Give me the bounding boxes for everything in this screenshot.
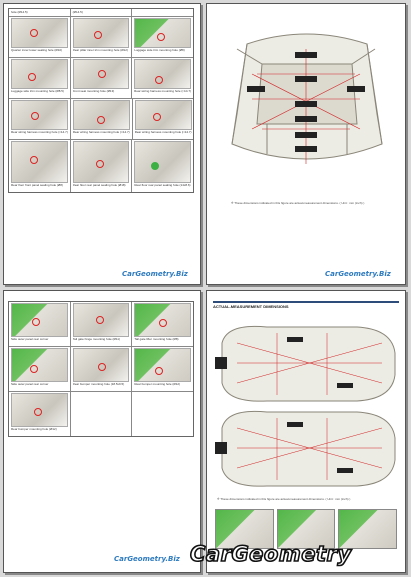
photo-grid xyxy=(8,301,194,437)
underbody-diagram xyxy=(207,313,405,493)
photo-caption: Luggage side trim mounting hole (Ø8) xyxy=(134,48,185,52)
watermark: CarGeometry.Biz xyxy=(325,270,391,278)
document-page-4 xyxy=(206,290,406,573)
photo-thumbnail xyxy=(11,18,68,48)
document-page-1 xyxy=(3,3,201,285)
photo-caption: Rear pillar inner trim mounting hole (Ø12) xyxy=(72,48,128,52)
watermark: CarGeometry.Biz xyxy=(122,270,188,278)
photo-grid xyxy=(8,8,194,193)
photo-thumbnail xyxy=(135,100,192,130)
photo-thumbnail xyxy=(11,393,68,427)
site-logo: CarGeometry xyxy=(190,542,352,566)
header-cell: (Ø14.5) xyxy=(72,10,83,14)
photo-caption: Rear wiring harness mounting hole (□14.7) xyxy=(134,130,192,134)
header-row xyxy=(9,9,193,17)
footnote: ※ These dimensions indicated in this figure are actual-measurement dimensions. ( Unit : mm (inch) ) xyxy=(231,201,365,205)
photo-thumbnail xyxy=(11,141,68,183)
table-row xyxy=(9,17,193,58)
photo-caption: Rear wiring harness mounting hole (□14.7) xyxy=(134,89,191,93)
photo-thumbnail xyxy=(134,348,191,382)
table-row xyxy=(9,347,193,392)
photo-caption: Rear bumper mounting hole (Ø12) xyxy=(134,382,181,386)
photo-caption: Rear floor front panel sealing hole (Ø8) xyxy=(11,183,63,187)
photo-thumbnail xyxy=(134,141,191,183)
photo-caption: Rear floor rear panel sealing hole (Ø18) xyxy=(72,183,126,187)
photo-thumbnail xyxy=(73,303,130,337)
table-row xyxy=(9,302,193,347)
footnote: ※ These dimensions indicated in this figure are actual-measurement dimensions. ( Unit : mm (inch) ) xyxy=(217,497,351,501)
page-title: ACTUAL-MEASUREMENT DIMENSIONS xyxy=(213,304,289,309)
photo-thumbnail xyxy=(134,59,191,89)
photo-thumbnail xyxy=(11,303,68,337)
table-row xyxy=(9,140,193,192)
photo-caption: Rear wiring harness mounting hole (□14.7) xyxy=(72,130,130,134)
photo-caption: Front seat mounting hole (Ø13) xyxy=(72,89,115,93)
photo-thumbnail xyxy=(134,18,191,48)
table-row xyxy=(9,99,193,140)
photo-caption: Side outer panel rear corner xyxy=(11,337,49,341)
photo-thumbnail xyxy=(11,348,68,382)
photo-thumbnail xyxy=(73,18,130,48)
document-page-2 xyxy=(206,3,406,285)
photo-thumbnail xyxy=(11,59,68,89)
table-row xyxy=(9,58,193,99)
photo-caption: Rear floor rear panel sealing hole (14x8.6) xyxy=(134,183,191,187)
photo-caption: Tail gate hinge mounting hole (Ø11) xyxy=(72,337,120,341)
photo-thumbnail xyxy=(73,348,130,382)
photo-thumbnail xyxy=(73,141,130,183)
header-cell: hole (Ø14.5) xyxy=(11,10,28,14)
photo-thumbnail xyxy=(73,100,130,130)
photo-caption: Luggage side trim mounting hole (Ø8.5) xyxy=(11,89,64,93)
rear-body-diagram xyxy=(207,4,405,204)
title-rule xyxy=(213,301,399,303)
photo-thumbnail xyxy=(134,303,191,337)
photo-caption: Rear bumper mounting hole (18.5x9.5) xyxy=(72,382,125,386)
photo-thumbnail xyxy=(73,59,130,89)
photo-caption: Rear bumper mounting hole (Ø12) xyxy=(11,427,57,431)
header-cell xyxy=(134,10,191,15)
photo-caption: Side outer panel rear corner xyxy=(11,382,49,386)
document-page-3 xyxy=(3,290,201,573)
photo-caption: Tail gate lifter mounting hole (Ø8) xyxy=(134,337,179,341)
table-row xyxy=(9,392,193,436)
photo-thumbnail xyxy=(11,100,68,130)
photo-caption: Quarter inner lower sealing hole (Ø10) xyxy=(11,48,63,52)
watermark: CarGeometry.Biz xyxy=(114,555,180,563)
photo-caption: Rear wiring harness mounting hole (□14.7) xyxy=(11,130,68,134)
